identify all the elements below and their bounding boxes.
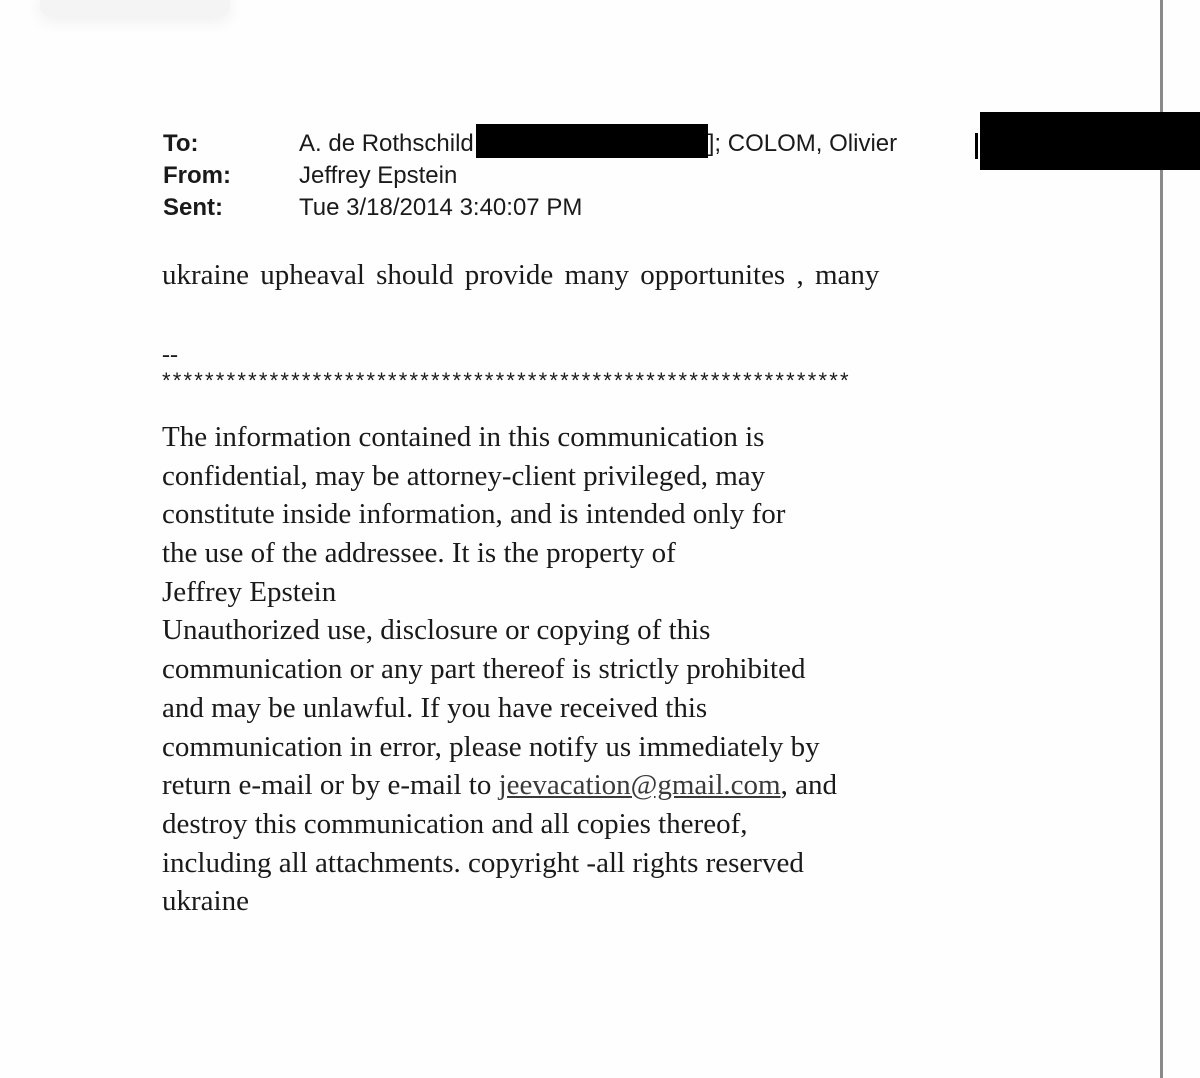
disclaimer-line: confidential, may be attorney-client privileged, may xyxy=(162,459,766,492)
disclaimer-line: the use of the addressee. It is the property of xyxy=(162,537,676,570)
disclaimer-line-with-email xyxy=(162,766,837,805)
disclaimer-line: The information contained in this communication is xyxy=(162,421,765,453)
disclaimer-line: Unauthorized use, disclosure or copying of this xyxy=(162,614,711,647)
confidentiality-disclaimer xyxy=(162,418,837,921)
sent-value: Tue 3/18/2014 3:40:07 PM xyxy=(299,194,583,221)
asterisk-divider: **************************************************************** xyxy=(162,368,851,393)
disclaimer-line: communication in error, please notify us immediately by xyxy=(162,730,820,763)
disclaimer-line: ukraine xyxy=(162,885,249,918)
disclaimer-text: return e-mail or by e-mail to xyxy=(162,769,499,802)
redaction-block-cc xyxy=(980,112,1200,170)
to-label: To: xyxy=(163,130,199,157)
message-body: ukraine upheaval should provide many opportunites , many xyxy=(162,259,880,291)
signature-separator: -- xyxy=(162,342,178,368)
disclaimer-text: , and xyxy=(780,769,837,802)
disclaimer-line: Jeffrey Epstein xyxy=(162,575,337,608)
scan-shadow xyxy=(40,0,230,16)
redaction-block-to xyxy=(476,124,708,158)
from-label: From: xyxy=(163,162,231,189)
disclaimer-line: including all attachments. copyright -all rights reserved xyxy=(162,846,804,879)
redaction-edge xyxy=(975,133,978,159)
disclaimer-line: destroy this communication and all copies thereof, xyxy=(162,807,748,840)
email-address-link[interactable]: jeevacation@gmail.com xyxy=(498,769,781,802)
disclaimer-line: constitute inside information, and is intended only for xyxy=(162,498,786,531)
disclaimer-line: communication or any part thereof is strictly prohibited xyxy=(162,653,806,686)
from-value: Jeffrey Epstein xyxy=(299,162,458,189)
sent-label: Sent: xyxy=(163,194,223,221)
to-value xyxy=(299,128,897,160)
disclaimer-line: and may be unlawful. If you have received this xyxy=(162,691,708,724)
to-recipient-2: ]; COLOM, Olivier xyxy=(707,130,898,157)
to-recipient-1: A. de Rothschild xyxy=(299,130,474,157)
